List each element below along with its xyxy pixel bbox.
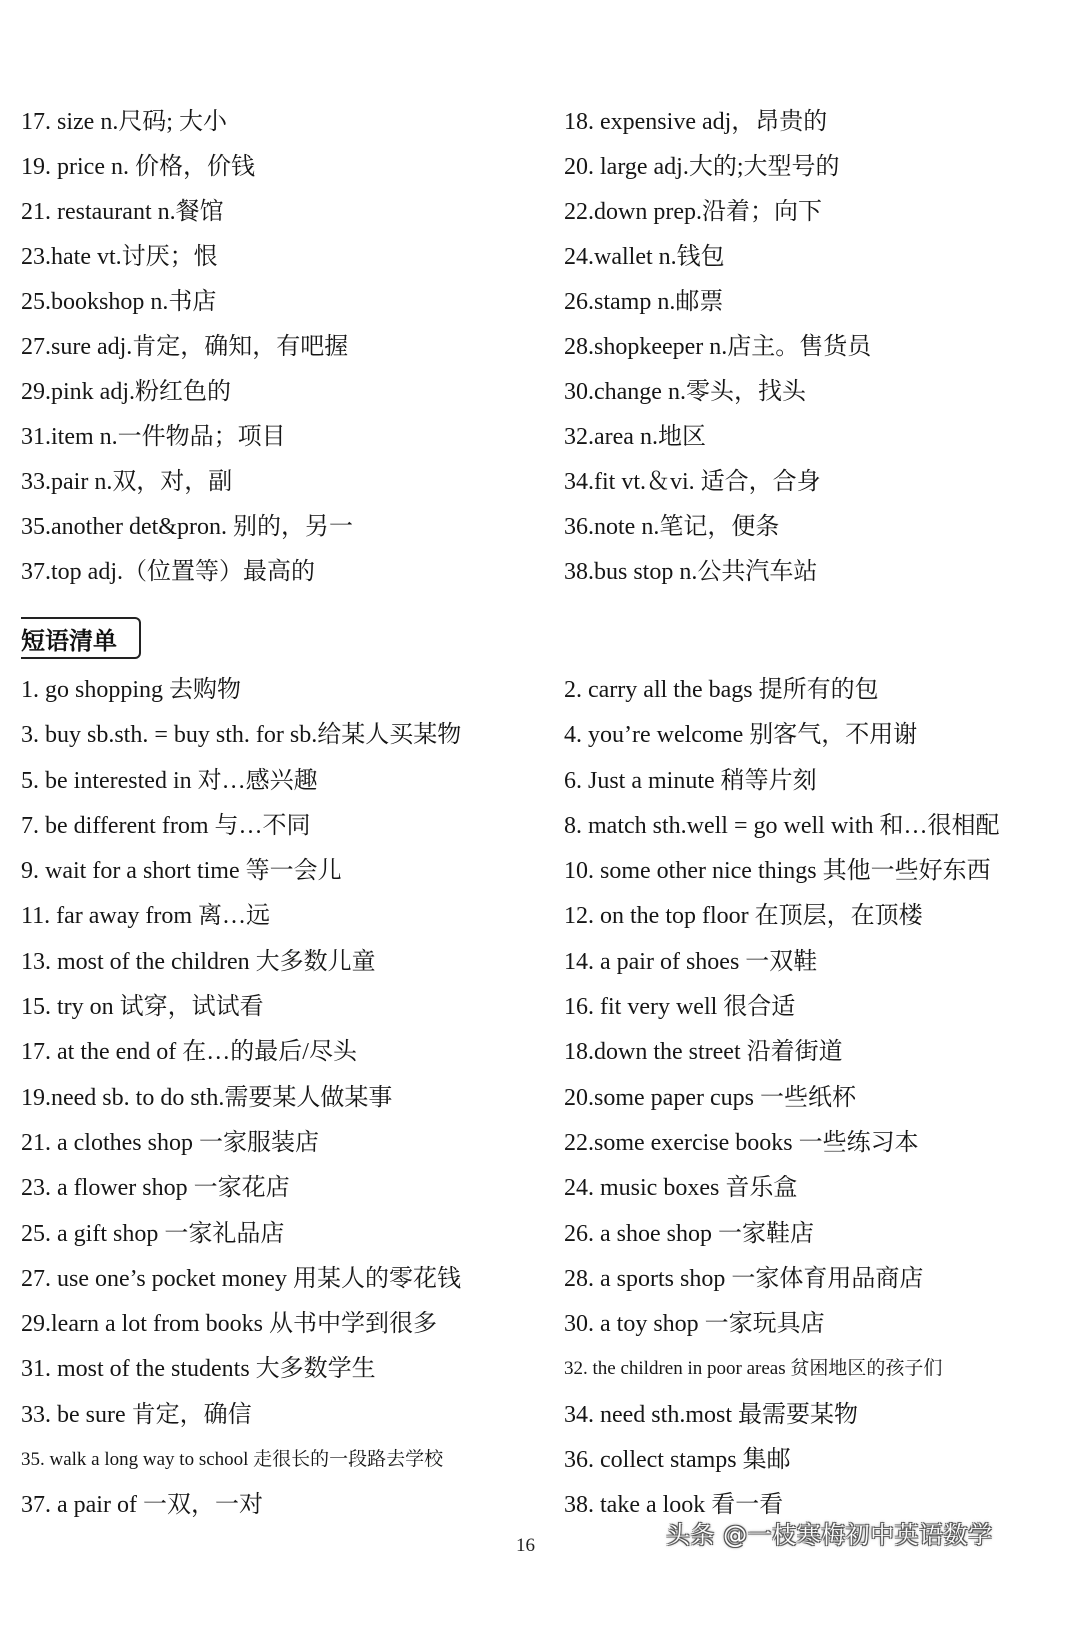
vocab-item: 20. large adj.大的;大型号的 [564, 154, 840, 180]
phrase-item: 2. carry all the bags 提所有的包 [564, 677, 879, 703]
phrase-item: 36. collect stamps 集邮 [564, 1447, 791, 1474]
vocab-item: 31.item n.一件物品；项目 [21, 424, 286, 450]
vocab-item: 26.stamp n.邮票 [564, 289, 724, 315]
phrase-item: 13. most of the children 大多数儿童 [21, 948, 376, 975]
vocabulary-left-column [21, 108, 353, 603]
phrases-left-column [21, 676, 461, 1537]
phrase-item: 4. you’re welcome 别客气，不用谢 [564, 722, 918, 749]
phrase-item: 22.some exercise books 一些练习本 [564, 1129, 919, 1156]
vocab-item: 25.bookshop n.书店 [21, 289, 217, 315]
phrase-item: 3. buy sb.sth. = buy sth. for sb.给某人买某物 [21, 722, 462, 749]
phrase-item: 28. a sports shop 一家体育用品商店 [564, 1265, 924, 1292]
phrase-item: 25. a gift shop 一家礼品店 [21, 1220, 285, 1247]
vocab-item: 22.down prep.沿着；向下 [564, 199, 822, 225]
vocab-item: 28.shopkeeper n.店主。售货员 [564, 334, 872, 360]
phrase-item: 32. the children in poor areas 贫困地区的孩子们 [564, 1358, 943, 1380]
phrase-item: 26. a shoe shop 一家鞋店 [564, 1220, 814, 1247]
phrase-item: 23. a flower shop 一家花店 [21, 1175, 290, 1202]
phrase-item: 1. go shopping 去购物 [21, 677, 242, 703]
phrase-item: 14. a pair of shoes 一双鞋 [564, 948, 818, 975]
phrase-item: 24. music boxes 音乐盒 [564, 1175, 798, 1202]
vocab-item: 23.hate vt.讨厌；恨 [21, 244, 218, 270]
phrase-item: 38. take a look 看一看 [564, 1492, 784, 1519]
vocab-item: 35.another det&pron. 别的，另一 [21, 514, 353, 540]
phrase-item: 19.need sb. to do sth.需要某人做某事 [21, 1084, 393, 1111]
phrase-item: 29.learn a lot from books 从书中学到很多 [21, 1311, 437, 1338]
vocab-item: 36.note n.笔记，便条 [564, 514, 780, 540]
vocab-item: 30.change n.零头，找头 [564, 379, 806, 405]
phrase-item: 35. walk a long way to school 走很长的一段路去学校 [21, 1449, 444, 1471]
phrase-item: 31. most of the students 大多数学生 [21, 1356, 376, 1383]
phrase-item: 20.some paper cups 一些纸杯 [564, 1084, 856, 1111]
vocab-item: 21. restaurant n.餐馆 [21, 199, 224, 225]
vocab-item: 19. price n. 价格，价钱 [21, 154, 255, 180]
vocab-item: 24.wallet n.钱包 [564, 244, 725, 270]
phrase-item: 6. Just a minute 稍等片刻 [564, 767, 817, 794]
phrase-item: 9. wait for a short time 等一会儿 [21, 858, 342, 885]
phrase-item: 5. be interested in 对…感兴趣 [21, 767, 318, 794]
vocab-item: 17. size n.尺码; 大小 [21, 109, 227, 135]
vocab-item: 18. expensive adj，昂贵的 [564, 109, 828, 135]
vocab-item: 29.pink adj.粉红色的 [21, 379, 231, 405]
phrase-item: 27. use one’s pocket money 用某人的零花钱 [21, 1265, 461, 1292]
phrase-item: 7. be different from 与…不同 [21, 812, 311, 839]
phrase-item: 37. a pair of 一双，一对 [21, 1492, 263, 1519]
vocab-item: 32.area n.地区 [564, 424, 706, 450]
vocab-item: 33.pair n.双，对，副 [21, 469, 233, 495]
watermark-text: 头条 @一枝寒梅初中英语数学 [666, 1521, 993, 1549]
phrase-item: 21. a clothes shop 一家服装店 [21, 1129, 319, 1156]
phrase-item: 33. be sure 肯定，确信 [21, 1401, 252, 1428]
phrase-item: 17. at the end of 在…的最后/尽头 [21, 1039, 357, 1066]
phrase-item: 30. a toy shop 一家玩具店 [564, 1311, 825, 1338]
phrase-item: 12. on the top floor 在顶层，在顶楼 [564, 903, 923, 930]
phrases-right-column [564, 676, 1000, 1537]
phrase-item: 34. need sth.most 最需要某物 [564, 1401, 858, 1428]
section-heading: 短语清单 [21, 627, 117, 655]
vocab-item: 37.top adj.（位置等）最高的 [21, 559, 315, 585]
vocab-item: 27.sure adj.肯定，确知，有吧握 [21, 334, 349, 360]
page-number: 16 [516, 1535, 535, 1556]
phrase-item: 16. fit very well 很合适 [564, 994, 796, 1021]
vocab-item: 34.fit vt.＆vi. 适合，合身 [564, 469, 821, 495]
phrase-item: 15. try on 试穿，试试看 [21, 994, 264, 1021]
vocab-item: 38.bus stop n.公共汽车站 [564, 559, 818, 585]
phrase-item: 11. far away from 离…远 [21, 903, 271, 930]
phrase-item: 18.down the street 沿着街道 [564, 1039, 843, 1066]
phrase-item: 8. match sth.well = go well with 和…很相配 [564, 812, 1000, 839]
phrase-item: 10. some other nice things 其他一些好东西 [564, 858, 991, 885]
vocabulary-right-column [564, 108, 871, 603]
